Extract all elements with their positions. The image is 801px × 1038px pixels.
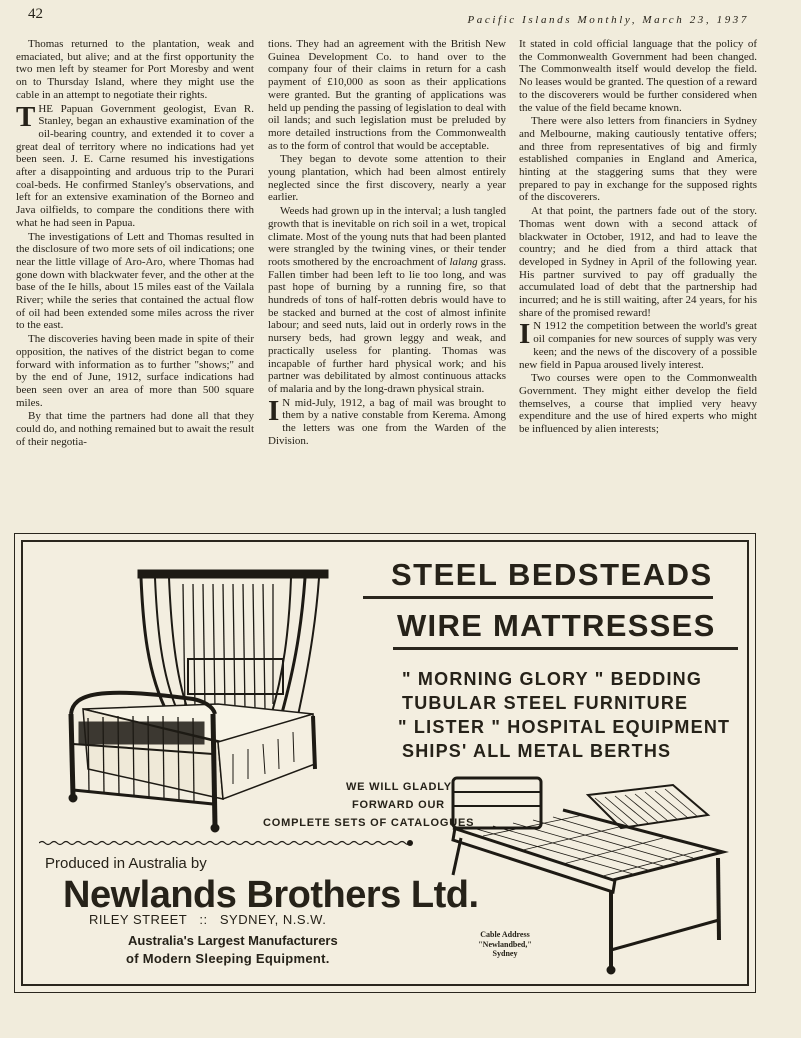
paragraph: By that time the partners had done all that they could do, and nothing remained but to await the result of their negotia- — [16, 410, 254, 448]
paragraph: There were also letters from financiers in Sydney and Melbourne, making cautiously tentative offers; and three from representatives of big and firmly established companies in England and America, hinting at the staggering sums that they were prepared to pay in exchange for the supposed rights of the discoverers. — [519, 115, 757, 204]
catalogue-note-line: FORWARD OUR — [352, 799, 445, 811]
catalogue-note-line: COMPLETE SETS OF CATALOGUES — [263, 817, 475, 829]
wavy-divider — [39, 840, 415, 846]
advertisement-border — [21, 540, 749, 986]
produced-by-label: Produced in Australia by — [45, 855, 207, 872]
cable-line: "Newlandbed," — [478, 939, 532, 949]
divider — [363, 596, 713, 599]
catalogue-note-line: WE WILL GLADLY — [346, 781, 452, 793]
paragraph: Thomas returned to the plantation, weak and emaciated, but alive; and at the first opportunity the two men left by steamer for Port Moresby and went on to Thursday Island, where they might use the cable in an attempt to negotiate their rights. — [16, 38, 254, 101]
page-number: 42 — [28, 6, 43, 22]
product-line: " LISTER " HOSPITAL EQUIPMENT — [398, 717, 731, 737]
company-name: Newlands Brothers Ltd. — [63, 874, 479, 916]
product-line: SHIPS' ALL METAL BERTHS — [402, 741, 672, 761]
headline-steel-bedsteads: STEEL BEDSTEADS — [391, 557, 713, 592]
article-column-2 — [268, 38, 506, 449]
cable-line: Cable Address — [480, 930, 530, 939]
paragraph: The discoveries having been made in spite of their opposition, the natives of the district began to come forward with information as to further "shows;" and by the end of June, 1912, surface indications had been seen over an area of more than 500 square miles. — [16, 333, 254, 409]
paragraph-with-drop-cap — [268, 394, 506, 448]
paragraph-text: HE Papuan Government geologist, Evan R. Stanley, began an exhaustive examination of the oil-bearing country, and extended it to cover a great deal of territory where no indications had yet been seen. J. E. Carne resumed his investigations after a disappointing and arduous trip to the Purari coal-beds. He confirmed Stanley's observations, and left for an extensive examination of the Borneo and Java oilfields, to compare the conditions there with what he had seen in Papua. — [16, 102, 254, 229]
paragraph-with-drop-cap — [16, 100, 254, 230]
advertisement — [14, 533, 756, 993]
company-address: RILEY STREET :: SYDNEY, N.S.W. — [89, 912, 327, 927]
drop-cap: I — [519, 318, 531, 351]
paragraph-with-drop-cap — [519, 320, 757, 371]
paragraph: tions. They had an agreement with the British New Guinea Development Co. to hand over to the company four of their claims in return for a cash payment of £10,000 as soon as their applications were granted. But the granting of applications was held up pending the passing of legislation to deal with oil lands; and such legislation must be preluded by more detailed instructions from the Commonwealth as to the form of control that would be acceptable. — [268, 38, 506, 152]
paragraph: It stated in cold official language that the policy of the Commonwealth Government had been changed. The Commonwealth itself would develop the field. No leases would be granted. The question of a reward to the discoverers would be further considered when the value of the field became known. — [519, 38, 757, 114]
paragraph-text: grass. Fallen timber had been left to lie too long, and was past hope of burning by a running fire, so that hundreds of tons of half-rotten debris would have to be stacked and burned at the cost of almost infinite labour; and seed nuts, laid out in orderly rows in the nursery beds, had grown leggy and weak, and practically useless for planting. Thomas was incapable of further hard physical work; and his partner was debilitated by almost continuous attacks of malaria and by the long-drawn physical strain. — [268, 255, 507, 395]
article-column-1 — [16, 38, 254, 450]
cable-line: Sydney — [492, 949, 518, 958]
paragraph — [268, 205, 506, 396]
divider — [393, 647, 738, 650]
product-line: " MORNING GLORY " BEDDING — [402, 669, 703, 689]
paragraph-text: N mid-July, 1912, a bag of mail was brought to them by a native constable from Kerema. Among the letters was one from the Warden of the Division. — [268, 396, 506, 447]
bedstead-illustration — [43, 564, 343, 839]
paragraph: Two courses were open to the Commonwealth Government. They might either develop the field themselves, a course that implied very heavy expenditure and the use of hired experts who might be influenced by alien interests; — [519, 372, 757, 436]
paragraph: At that point, the partners fade out of the story. Thomas went down with a second attack of blackwater in October, 1912, and had to leave the country; and he died from a third attack that developed in Sydney in April of the following year. His partner survived to pay off gradually the accumulated load of debt that the partnership had incurred; and he is still waiting, after 24 years, for his share of the promised reward! — [519, 205, 757, 319]
drop-cap: T — [16, 100, 36, 133]
paragraph-text: N 1912 the competition between the world's great oil companies for new sources of supply was very keen; and the news of the discovery of a possible new field in Papua aroused lively interest. — [519, 320, 757, 371]
drop-cap: I — [268, 394, 280, 427]
paragraph-text: Weeds had grown up in the interval; a lush tangled growth that is inevitable on rich soil in a wet, tropical climate. Most of the young nuts that had been planted were strangled by the twining vines, or their tender roots smothered by the encroachment of — [268, 205, 506, 268]
article-column-3 — [519, 38, 757, 437]
tagline: Australia's Largest Manufacturers — [128, 933, 338, 948]
headline-wire-mattresses: WIRE MATTRESSES — [397, 608, 716, 643]
paragraph: They began to devote some attention to their young plantation, which had been almost entirely neglected since the first discovery, nearly a year earlier. — [268, 153, 506, 204]
product-line: TUBULAR STEEL FURNITURE — [402, 693, 689, 713]
cable-address — [461, 930, 549, 959]
paragraph: The investigations of Lett and Thomas resulted in the disclosure of two more sets of oil indications; one near the little village of Aro-Aro, where Thomas had gone down with blackwater fever, and the other at the base of the Ie hills, about 15 miles east of the Vailala River; while the series that contained the actual flow of oil had been extended some miles across the river to the east. — [16, 230, 254, 332]
tagline: of Modern Sleeping Equipment. — [126, 951, 330, 966]
italic-term: lalang — [449, 255, 478, 268]
running-head: Pacific Islands Monthly, March 23, 1937 — [467, 14, 749, 26]
